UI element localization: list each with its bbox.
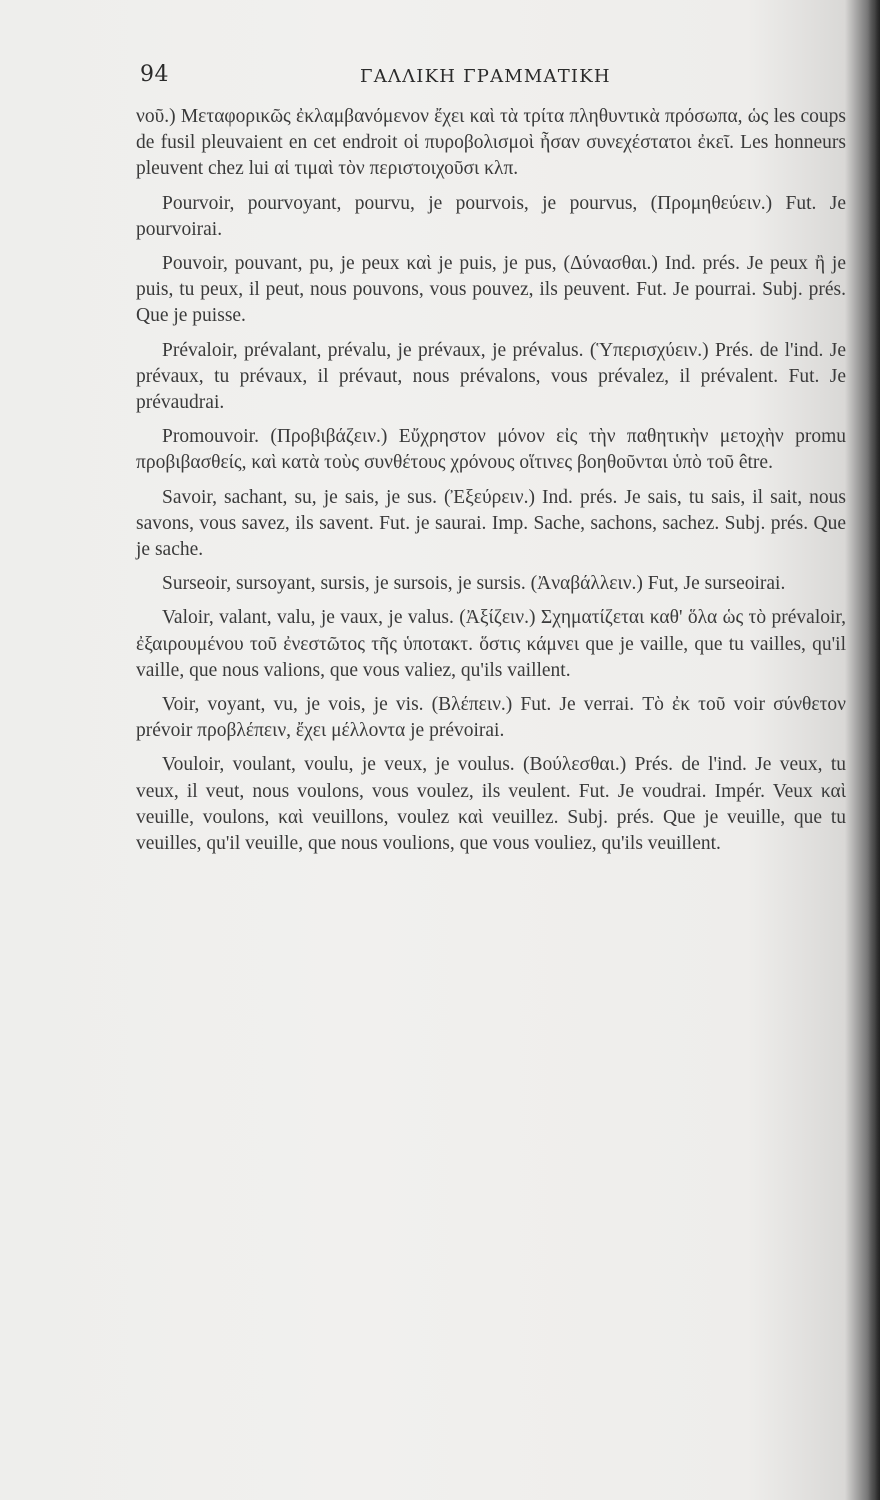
paragraph-promouvoir: Promouvoir. (Προβιβάζειν.) Εὔχρηστον μόνον εἰς τὴν παθητικὴν μετοχὴν promu προβιβασθείς, καὶ κατὰ τοὺς συνθέτους χρόνους οἵτινες βοηθοῦνται ὑπὸ τοῦ être. bbox=[136, 426, 846, 474]
paragraph-savoir: Savoir, sachant, su, je sais, je sus. (Ἐξεύρειν.) Ind. prés. Je sais, tu sais, il sait, nous savons, vous savez, ils savent. Fut. je saurai. Imp. Sache, sachons, sachez. Subj. prés. Que je sache. bbox=[136, 486, 846, 561]
page-edge-shadow bbox=[868, 0, 880, 1500]
paragraph-vouloir: Vouloir, voulant, voulu, je veux, je voulus. (Βούλεσθαι.) Prés. de l'ind. Je veux, tu veux, il veut, nous voulons, vous voulez, ils veulent. Fut. Je voudrai. Impér. Veux καὶ veuille, voulons, καὶ veuillons, voulez καὶ veuillez. Subj. prés. Que je veuille, que tu veuilles, qu'il veuille, que nous voulions, que vous vouliez, qu'ils veuillent. bbox=[136, 754, 846, 855]
paragraph-pourvoir: Pourvoir, pourvoyant, pourvu, je pourvois, je pourvus, (Προμηθεύειν.) Fut. Je pourvoirai. bbox=[136, 192, 846, 240]
paragraph-pouvoir: Pouvoir, pouvant, pu, je peux καὶ je puis, je pus, (Δύνασθαι.) Ind. prés. Je peux ἢ je puis, tu peux, il peut, nous pouvons, vous pouvez, ils peuvent. Fut. Je pourrai. Subj. prés. Que je puisse. bbox=[136, 253, 846, 327]
paragraph-prevaloir: Prévaloir, prévalant, prévalu, je prévaux, je prévalus. (Ὑπερισχύειν.) Prés. de l'ind. Je prévaux, tu prévaux, il prévaut, nous prévalons, vous prévalez, il prévalent. Fut. Je prévaudrai. bbox=[136, 339, 846, 414]
paragraph-voir: Voir, voyant, vu, je vois, je vis. (Βλέπειν.) Fut. Je verrai. Τὸ ἐκ τοῦ voir σύνθετον prévoir προβλέπειν, ἔχει μέλλοντα je prévoirai. bbox=[136, 694, 846, 742]
paragraph-valoir: Valoir, valant, valu, je vaux, je valus. (Ἀξίζειν.) Σχηματίζεται καθ' ὅλα ὡς τὸ prévaloir, ἐξαιρουμένου τοῦ ἐνεστῶτος τῆς ὑποτακτ. ὅστις κάμνει que je vaille, que tu vailles, qu'il vaille, que nous valions, que vous valiez, qu'ils vaillent. bbox=[136, 607, 846, 681]
running-title: ΓΑΛΛΙΚΗ ΓΡΑΜΜΑΤΙΚΗ bbox=[360, 66, 611, 87]
paragraph-surseoir: Surseoir, sursoyant, sursis, je sursois, je sursis. (Ἀναβάλλειν.) Fut, Je surseoirai. bbox=[162, 573, 786, 595]
paragraph-continuation: νοῦ.) Μεταφορικῶς ἐκλαμβανόμενον ἔχει καὶ τὰ τρίτα πληθυντικὰ πρόσωπα, ὡς les coups de fusil pleuvaient en cet endroit οἱ πυροβολισμοὶ ἦσαν συνεχέστατοι ἐκεῖ. Les honneurs pleuvent chez lui αἱ τιμαὶ τὸν περιστοιχοῦσι κλπ. bbox=[136, 106, 846, 180]
page-number: 94 bbox=[140, 62, 169, 87]
body-text bbox=[136, 104, 846, 863]
page-header bbox=[140, 62, 846, 98]
